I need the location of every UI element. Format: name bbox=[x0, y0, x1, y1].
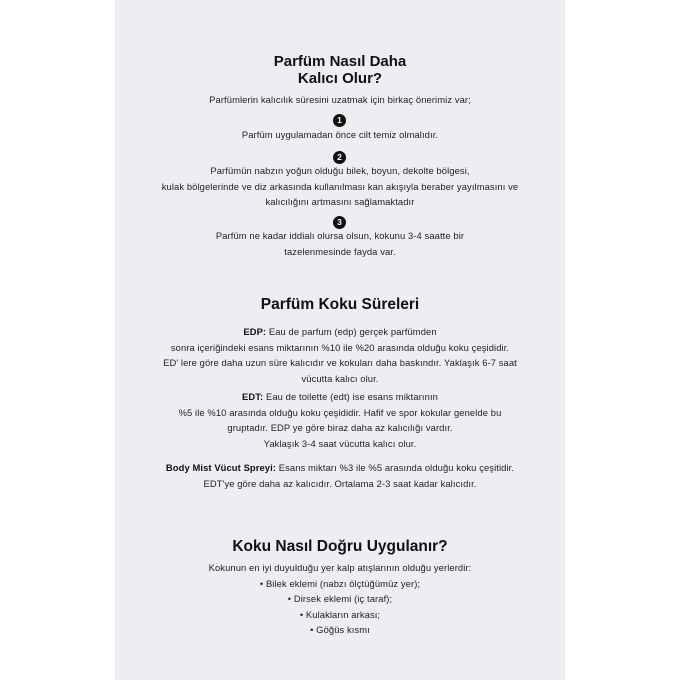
edp-first-line bbox=[115, 324, 565, 340]
edt-block bbox=[115, 389, 565, 451]
edp-label: EDP: bbox=[243, 326, 267, 337]
tip-number-2-icon: 2 bbox=[333, 151, 346, 164]
tip-1-text bbox=[115, 127, 565, 143]
tip-3-line: tazelenmesinde fayda var. bbox=[284, 245, 396, 257]
tip-2-line: kulak bölgelerinde ve diz arkasında kullanılması kan akışıyla beraber yayılmasını ve bbox=[161, 180, 519, 192]
body-mist-first-text: Esans miktarı %3 ile %5 arasında olduğu koku çeşitidir. bbox=[276, 462, 515, 473]
tip-3-line: Parfüm ne kadar iddialı olursa olsun, kokunu 3-4 saatte bir bbox=[215, 230, 465, 241]
edt-line: Yaklaşık 3-4 saat vücutta kalıcı olur. bbox=[263, 437, 417, 449]
tip-2-line: Parfümün nabzın yoğun olduğu bilek, boyun, dekolte bölgesi, bbox=[210, 165, 470, 176]
list-item: • Göğüs kısmı bbox=[310, 624, 370, 635]
edp-first-text: Eau de parfum (edp) gerçek parfümden bbox=[266, 326, 437, 337]
edt-line: gruptadır. EDP ye göre biraz daha az kalıcılığı vardır. bbox=[227, 422, 453, 433]
edt-first-line bbox=[115, 389, 565, 405]
edt-first-text: Eau de toilette (edt) ise esans miktarının bbox=[263, 391, 438, 402]
section1-title-line2: Kalıcı Olur? bbox=[297, 70, 383, 87]
info-panel bbox=[115, 0, 565, 680]
tip-1-line: Parfüm uygulamadan önce cilt temiz olmalıdır. bbox=[241, 129, 439, 140]
body-mist-label: Body Mist Vücut Spreyi: bbox=[165, 462, 277, 473]
section1-title-line1: Parfüm Nasıl Daha bbox=[273, 53, 407, 70]
section1-intro: Parfümlerin kalıcılık süresini uzatmak için birkaç önerimiz var; bbox=[209, 94, 471, 105]
edp-line: sonra içeriğindeki esans miktarının %10 ile %20 arasında olduğu koku çeşididir. bbox=[170, 341, 510, 353]
edt-line: %5 ile %10 arasında olduğu koku çeşididir. Hafif ve spor kokular genelde bu bbox=[178, 406, 502, 418]
edt-label: EDT: bbox=[242, 391, 264, 402]
section3-intro: Kokunun en iyi duyulduğu yer kalp atışlarının olduğu yerlerdir: bbox=[208, 562, 472, 573]
edp-block bbox=[115, 324, 565, 386]
list-item: • Dirsek eklemi (iç taraf); bbox=[287, 593, 393, 604]
edp-line: vücutta kalıcı olur. bbox=[301, 372, 379, 384]
body-mist-line: EDT'ye göre daha az kalıcıdır. Ortalama 2-3 saat kadar kalıcıdır. bbox=[203, 477, 477, 489]
body-mist-first-line bbox=[115, 460, 565, 476]
section1-title bbox=[115, 53, 565, 87]
section3-title: Koku Nasıl Doğru Uygulanır? bbox=[232, 538, 448, 555]
tip-2-text bbox=[115, 163, 565, 210]
section2-title: Parfüm Koku Süreleri bbox=[260, 296, 420, 313]
list-item: • Kulakların arkası; bbox=[299, 608, 381, 620]
edp-line: ED' lere göre daha uzun süre kalıcıdır ve kokuları daha baskındır. Yaklaşık 6-7 saat bbox=[163, 357, 517, 368]
section3-list bbox=[115, 560, 565, 638]
tip-number-3-icon: 3 bbox=[333, 216, 346, 229]
tip-3-text bbox=[115, 228, 565, 259]
tip-2-line: kalıcılığını artmasını sağlamaktadır bbox=[265, 196, 415, 207]
list-item: • Bilek eklemi (nabzı ölçtüğümüz yer); bbox=[259, 577, 421, 589]
tip-number-1-icon: 1 bbox=[333, 114, 346, 127]
body-mist-block bbox=[115, 460, 565, 491]
